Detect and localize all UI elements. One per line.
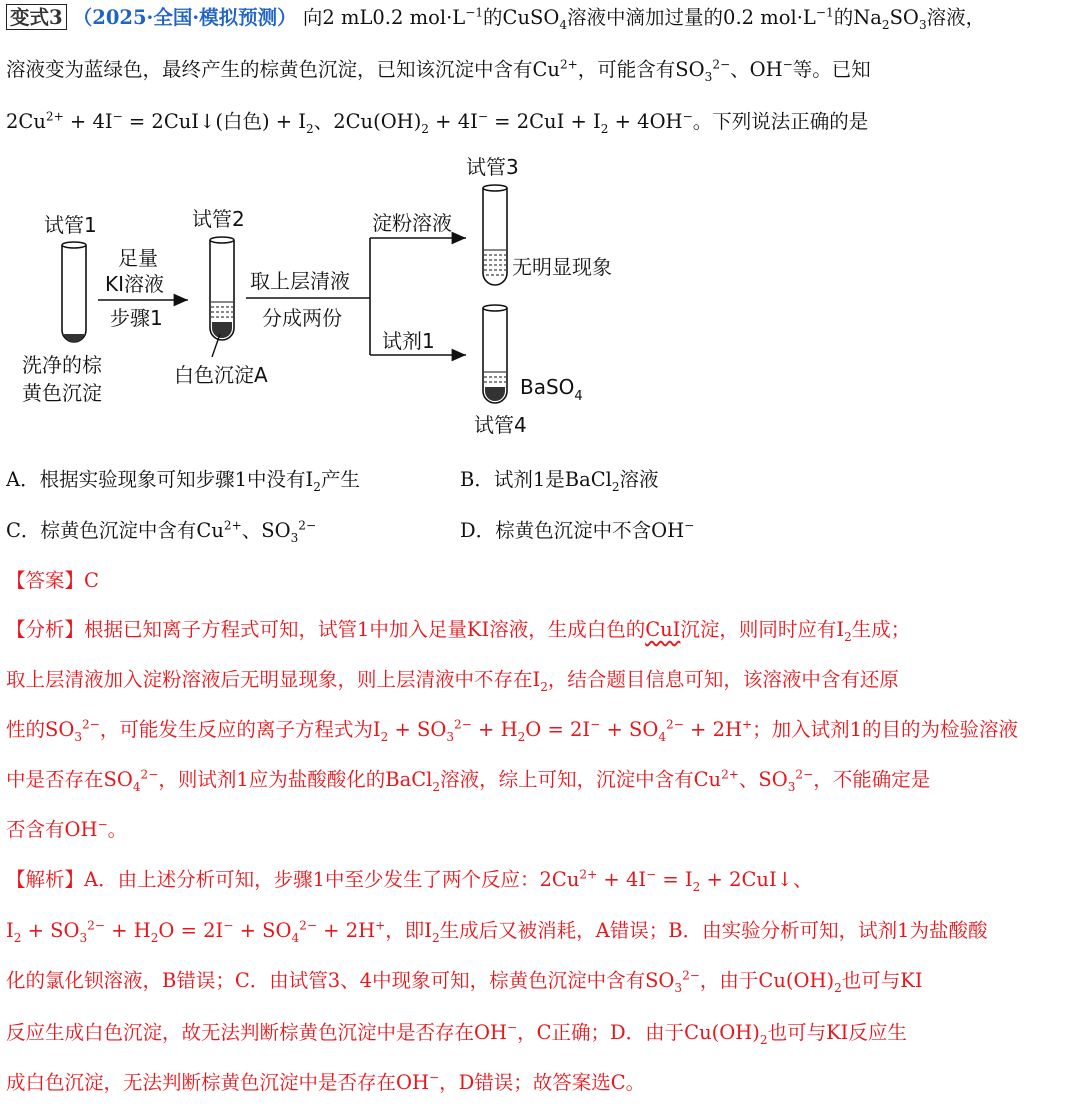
sub: 2 xyxy=(432,779,441,794)
text: + H xyxy=(104,919,151,942)
tube3-label: 试管3 xyxy=(466,155,519,179)
text: 取上层清液加入淀粉溶液后无明显现象，则上层清液中不存在I xyxy=(6,668,541,691)
sup: 2− xyxy=(712,57,731,72)
branch-top-label: 淀粉溶液 xyxy=(372,211,452,235)
tube4-caption-sub: 4 xyxy=(574,389,583,404)
text: ，由于Cu(OH) xyxy=(699,969,835,992)
sup: − xyxy=(682,109,693,124)
sup: 2− xyxy=(454,717,472,732)
tube2-label: 试管2 xyxy=(192,207,245,231)
question-line-2 xyxy=(6,57,871,84)
option-text: C．棕黄色沉淀中含有Cu xyxy=(6,519,224,542)
sup: 2+ xyxy=(45,109,64,124)
text: O = 2I xyxy=(525,718,591,741)
sub: 2 xyxy=(881,17,890,32)
sup: 2− xyxy=(795,767,814,782)
q1-text: 的CuSO xyxy=(483,6,560,29)
middle-top-label: 取上层清液 xyxy=(250,269,350,293)
sup: 2− xyxy=(140,767,159,782)
arrow1-top-1: 足量 xyxy=(118,246,158,270)
option-text: 产生 xyxy=(320,468,360,491)
test-tube-3 xyxy=(483,185,507,285)
sub: 4 xyxy=(658,729,667,744)
analysis-label: 【分析】 xyxy=(6,618,85,641)
sup: 2+ xyxy=(223,518,242,533)
solution-line-5 xyxy=(6,1070,646,1094)
sub: 2 xyxy=(431,930,440,945)
sub: 3 xyxy=(446,729,455,744)
text: I xyxy=(6,919,14,942)
text: + 2CuI↓、 xyxy=(700,868,813,891)
text: ；加入试剂1的目的为检验溶液 xyxy=(752,718,1019,741)
text: 否含有OH xyxy=(6,818,98,841)
q3-text: 2Cu xyxy=(6,110,46,133)
text: ，D错误；故答案选C。 xyxy=(439,1071,646,1094)
arrow1-bottom: 步骤1 xyxy=(110,306,163,330)
sup: − xyxy=(507,1020,518,1035)
middle-bottom-label: 分成两份 xyxy=(262,306,342,330)
question-source: （2025·全国·模拟预测） xyxy=(72,6,297,29)
solution-line-2 xyxy=(6,918,988,945)
solution-line-1 xyxy=(6,867,813,894)
sub: 4 xyxy=(291,930,300,945)
text: A．由上述分析可知，步骤1中至少发生了两个反应：2Cu xyxy=(84,868,580,891)
text: 生成； xyxy=(851,618,911,641)
q3-text: + 4OH xyxy=(608,110,683,133)
sup: 2− xyxy=(87,918,105,933)
option-text: D．棕黄色沉淀中不含OH xyxy=(460,519,685,542)
option-text: 溶液 xyxy=(619,468,659,491)
sub: 2 xyxy=(540,679,548,694)
text: + SO xyxy=(600,718,659,741)
sup: 2− xyxy=(666,717,684,732)
sup: 2+ xyxy=(579,867,598,882)
text: 性的SO xyxy=(6,718,75,741)
text: + 4I xyxy=(597,868,647,891)
sup: − xyxy=(646,867,657,882)
option-text: B．试剂1是BaCl xyxy=(460,468,612,491)
text: ，结合题目信息可知，该溶液中含有还原 xyxy=(547,668,899,691)
sub: 2 xyxy=(600,121,609,136)
option-a[interactable] xyxy=(6,468,360,494)
solution-label: 【解析】 xyxy=(6,868,85,891)
sub: 2 xyxy=(834,980,842,995)
sup: − xyxy=(223,918,234,933)
sup: − xyxy=(782,57,793,72)
text: CuI xyxy=(645,618,681,641)
sub: 2 xyxy=(517,729,526,744)
sub: 3 xyxy=(674,980,683,995)
text: ，C正确；D．由于Cu(OH) xyxy=(517,1021,760,1044)
text: 反应生成白色沉淀，故无法判断棕黄色沉淀中是否存在OH xyxy=(6,1021,507,1044)
answer-value: C xyxy=(84,569,99,592)
sub: 2 xyxy=(692,879,701,894)
text: 成白色沉淀，无法判断棕黄色沉淀中是否存在OH xyxy=(6,1071,429,1094)
text: 根据已知离子方程式可知，试管1中加入足量KI溶液，生成白色的 xyxy=(84,618,646,641)
option-text: 、SO xyxy=(241,519,291,542)
test-tube-4 xyxy=(483,305,507,403)
branch-bottom-label: 试剂1 xyxy=(382,329,435,353)
text: 溶液，综上可知，沉淀中含有Cu xyxy=(440,768,722,791)
variant-tag: 变式3 xyxy=(6,4,67,30)
sup: + xyxy=(742,717,753,732)
experiment-diagram xyxy=(0,150,660,445)
text: 中是否存在SO xyxy=(6,768,133,791)
q1-text: 向2 mL0.2 mol·L xyxy=(302,6,466,29)
q2-text: 等。已知 xyxy=(792,58,871,81)
analysis-line-4 xyxy=(6,767,931,794)
sup: − xyxy=(590,717,601,732)
test-tube-1 xyxy=(62,242,86,342)
option-d[interactable] xyxy=(460,518,695,542)
text: 、SO xyxy=(738,768,788,791)
q1-text: 的Na xyxy=(833,6,882,29)
tube4-caption xyxy=(520,375,583,404)
sup: 2+ xyxy=(721,767,739,782)
sup: 2− xyxy=(299,918,317,933)
tube2-caption: 白色沉淀A xyxy=(174,363,268,387)
answer-line xyxy=(6,571,99,591)
q2-text: 、OH xyxy=(730,58,783,81)
sup: 2+ xyxy=(559,57,578,72)
sub: 3 xyxy=(918,17,927,32)
tube4-label: 试管4 xyxy=(474,413,527,437)
sup: − xyxy=(112,109,123,124)
analysis-line-3 xyxy=(6,717,1019,744)
q3-text: = 2CuI↓(白色) + I xyxy=(122,110,307,133)
text: 也可与KI反应生 xyxy=(767,1021,907,1044)
test-tube-2 xyxy=(210,237,234,340)
sub: 2 xyxy=(611,479,620,494)
sub: 2 xyxy=(306,121,314,136)
sup: 2− xyxy=(298,518,317,533)
sub: 3 xyxy=(290,530,299,545)
sub: 2 xyxy=(844,629,852,644)
text: 。 xyxy=(107,818,128,841)
text: + H xyxy=(471,718,518,741)
text: ，则试剂1应为盐酸酸化的BaCl xyxy=(158,768,433,791)
sub: 3 xyxy=(79,930,88,945)
sub: 2 xyxy=(150,930,159,945)
text: + 2H xyxy=(683,718,742,741)
sup: − xyxy=(477,109,488,124)
sup: + xyxy=(375,918,386,933)
solution-line-4 xyxy=(6,1020,907,1047)
sub: 2 xyxy=(421,121,429,136)
sub: 2 xyxy=(380,729,389,744)
text: = I xyxy=(656,868,693,891)
text: 化的氯化钡溶液，B错误；C．由试管3、4中现象可知，棕黄色沉淀中含有SO xyxy=(6,969,675,992)
q3-text: = 2CuI + I xyxy=(487,110,601,133)
tube1-caption-2: 黄色沉淀 xyxy=(22,381,102,405)
q3-text: + 4I xyxy=(63,110,113,133)
question-line-3 xyxy=(6,109,869,136)
text: ，不能确定是 xyxy=(813,768,931,791)
sub: 3 xyxy=(704,69,713,84)
tube3-caption: 无明显现象 xyxy=(512,255,612,279)
text: 生成后又被消耗，A错误；B．由实验分析可知，试剂1为盐酸酸 xyxy=(439,919,988,942)
sub: 3 xyxy=(787,779,796,794)
q1-text: 溶液中滴加过量的0.2 mol·L xyxy=(567,6,816,29)
text: ，即I xyxy=(385,919,432,942)
sub: 2 xyxy=(759,1032,768,1047)
sub: 4 xyxy=(132,779,141,794)
tube1-caption-1: 洗净的棕 xyxy=(22,353,102,377)
sup: 2− xyxy=(682,968,700,983)
text: O = 2I xyxy=(158,919,224,942)
option-text: A．根据实验现象可知步骤1中没有I xyxy=(6,468,314,491)
q3-text: + 4I xyxy=(428,110,478,133)
sub: 2 xyxy=(13,930,22,945)
q1-text: SO xyxy=(889,6,919,29)
analysis-line-5 xyxy=(6,817,128,841)
q2-text: 溶液变为蓝绿色，最终产生的棕黄色沉淀，已知该沉淀中含有Cu xyxy=(6,58,560,81)
arrow1-top-2: KI溶液 xyxy=(105,272,165,296)
sup: −1 xyxy=(465,5,484,20)
sup: 2− xyxy=(82,717,100,732)
text: + SO xyxy=(388,718,447,741)
question-line-1 xyxy=(6,5,986,32)
tube4-caption-text: BaSO xyxy=(520,375,575,399)
tube1-label: 试管1 xyxy=(44,213,97,237)
text: + SO xyxy=(21,919,80,942)
q2-text: ，可能含有SO xyxy=(577,58,705,81)
sup: − xyxy=(684,518,695,533)
pointer-line xyxy=(212,334,220,357)
analysis-line-1 xyxy=(6,618,911,644)
text: + 2H xyxy=(316,919,376,942)
sub: 2 xyxy=(313,479,321,494)
analysis-line-2 xyxy=(6,668,899,694)
q3-text: 、2Cu(OH) xyxy=(313,110,422,133)
sub: 3 xyxy=(74,729,83,744)
q1-text: 溶液， xyxy=(926,6,986,29)
answer-label: 【答案】 xyxy=(6,569,85,592)
text: ，可能发生反应的离子方程式为I xyxy=(99,718,381,741)
text: 沉淀，则同时应有I xyxy=(680,618,845,641)
option-b[interactable] xyxy=(460,468,659,494)
solution-line-3 xyxy=(6,968,923,995)
text: 也可与KI xyxy=(841,969,923,992)
sub: 4 xyxy=(559,17,568,32)
sup: − xyxy=(429,1070,440,1085)
option-c[interactable] xyxy=(6,518,317,545)
sup: − xyxy=(97,817,108,832)
q3-text: 。下列说法正确的是 xyxy=(692,110,869,133)
text: + SO xyxy=(233,919,292,942)
sup: −1 xyxy=(815,5,834,20)
